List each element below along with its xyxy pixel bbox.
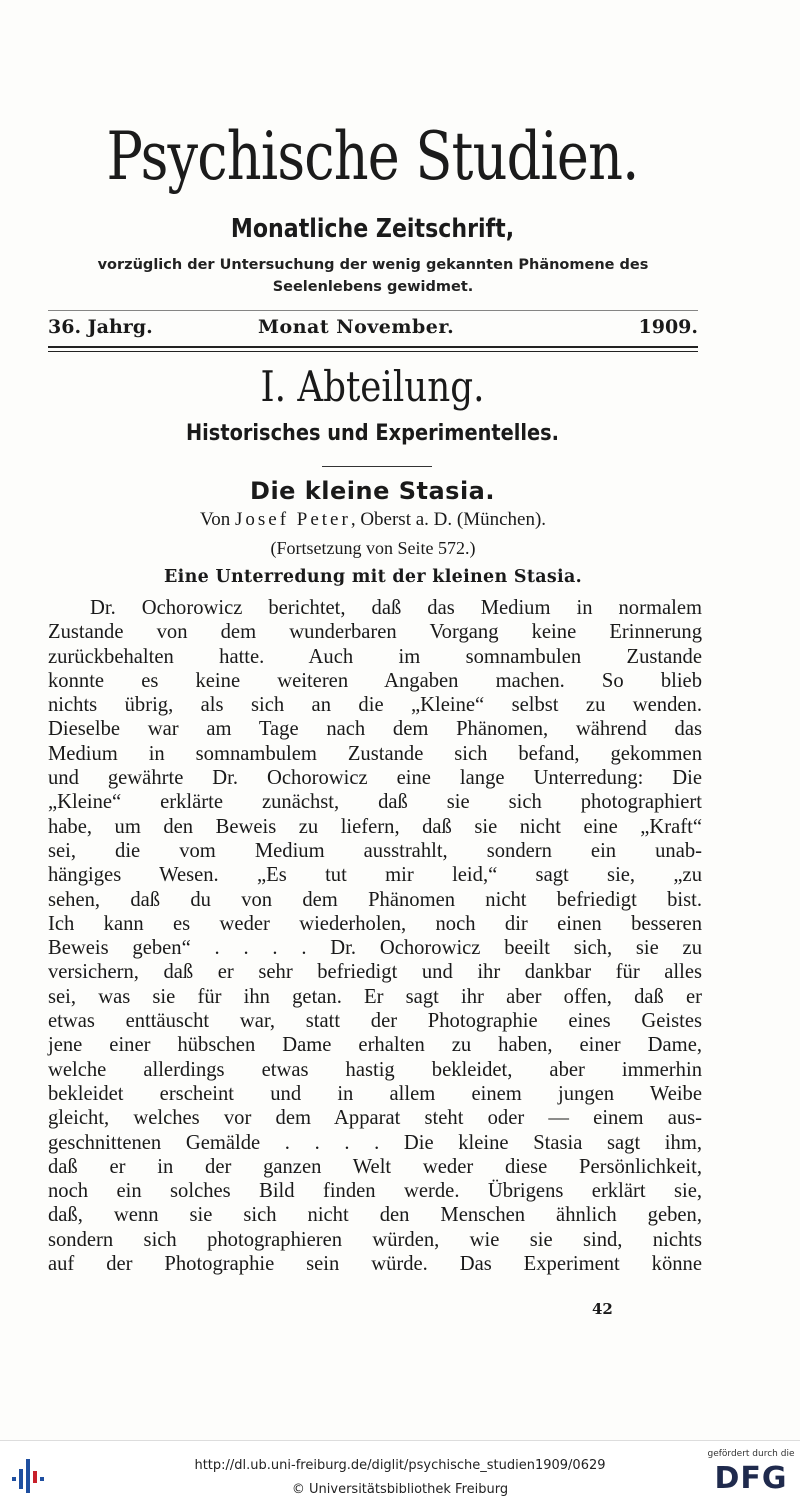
divider: [322, 466, 432, 467]
body-line: bekleidet erscheint und in allem einem jungen Weibe: [48, 1082, 702, 1105]
body-line: auf der Photographie sein würde. Das Experiment könne: [48, 1253, 702, 1276]
body-line: sei, was sie für ihn getan. Er sagt ihr aber offen, daß er: [48, 985, 702, 1008]
continuation-note: (Fortsetzung von Seite 572.): [270, 538, 476, 558]
body-line: hängiges Wesen. „Es tut mir leid,“ sagt sie, „zu: [48, 864, 702, 887]
body-line: versichern, daß er sehr befriedigt und ihr dankbar für alles: [48, 961, 702, 984]
article-byline: [48, 509, 698, 531]
dedication-line: Seelenlebens gewidmet.: [272, 279, 474, 295]
body-line: gleicht, welches vor dem Apparat steht oder — einem aus-: [48, 1107, 702, 1130]
body-line: konnte es keine weiteren Angaben machen. So blieb: [48, 669, 702, 692]
body-line: nichts übrig, als sich an die „Kleine“ selbst zu wenden.: [48, 694, 702, 717]
source-url-link[interactable]: http://dl.ub.uni-freiburg.de/diglit/psychische_studien1909/0629: [194, 1458, 606, 1473]
issue-info-row: [48, 314, 698, 344]
article-title: Die kleine Stasia.: [250, 477, 495, 505]
body-line: Dieselbe war am Tage nach dem Phänomen, während das: [48, 718, 702, 741]
body-line: noch ein solches Bild finden werde. Übrigens erklärt sie,: [48, 1180, 702, 1203]
divider: [48, 351, 698, 352]
dedication-line: vorzüglich der Untersuchung der wenig gekannten Phänomene des: [97, 257, 649, 273]
body-line: Ich kann es weder wiederholen, noch dir einen besseren: [48, 912, 702, 935]
body-line: sehen, daß du von dem Phänomen nicht befriedigt bist.: [48, 888, 702, 911]
body-line: Zustande von dem wunderbaren Vorgang keine Erinnerung: [48, 621, 702, 644]
body-line: habe, um den Beweis zu liefern, daß sie nicht eine „Kraft“: [48, 815, 702, 838]
body-line: geschnittenen Gemälde . . . . Die kleine Stasia sagt ihm,: [48, 1131, 702, 1154]
body-line: Medium in somnambulem Zustande sich befand, gekommen: [48, 742, 702, 765]
journal-title: Psychische Studien.: [106, 118, 639, 195]
body-line: Dr. Ochorowicz berichtet, daß das Medium in normalem: [90, 597, 702, 619]
article-body: [48, 596, 702, 1276]
byline-suffix: , Oberst a. D. (München).: [350, 509, 547, 530]
issue-month: Monat November.: [258, 316, 455, 338]
copyright-notice: © Universitätsbibliothek Freiburg: [291, 1482, 509, 1497]
journal-subtitle: Monatliche Zeitschrift,: [230, 214, 515, 244]
divider: [48, 310, 698, 311]
byline-prefix: Von: [199, 509, 231, 530]
journal-dedication: [48, 254, 698, 298]
body-line: daß er in der ganzen Welt weder diese Persönlichkeit,: [48, 1155, 702, 1178]
body-line: sondern sich photographieren würden, wie sie sind, nichts: [48, 1228, 702, 1251]
body-line: „Kleine“ erklärte zunächst, daß sie sich photographiert: [48, 791, 702, 814]
issue-year: 36. Jahrg.: [48, 316, 153, 338]
section-subtitle: Historisches und Experimentelles.: [185, 421, 560, 446]
viewer-footer: [0, 1440, 800, 1505]
body-line: zurückbehalten hatte. Auch im somnambulen Zustande: [48, 645, 702, 668]
body-line: Beweis geben“ . . . . Dr. Ochorowicz beeilt sich, sie zu: [48, 937, 702, 960]
body-line: sei, die vom Medium ausstrahlt, sondern ein unab-: [48, 839, 702, 862]
body-line: und gewährte Dr. Ochorowicz eine lange Unterredung: Die: [48, 767, 702, 790]
body-line: daß, wenn sie sich nicht den Menschen ähnlich geben,: [48, 1204, 702, 1227]
page-number: 42: [592, 1300, 613, 1318]
body-line: etwas enttäuscht war, statt der Photographie eines Geistes: [48, 1010, 702, 1033]
body-line: welche allerdings etwas hastig bekleidet, aber immerhin: [48, 1058, 702, 1081]
body-line: jene einer hübschen Dame erhalten zu haben, einer Dame,: [48, 1034, 702, 1057]
section-title: I. Abteilung.: [260, 362, 485, 411]
dfg-caption: gefördert durch die: [707, 1449, 795, 1459]
byline-author: Josef Peter: [234, 509, 351, 530]
dfg-logo-icon[interactable]: DFG: [714, 1461, 788, 1496]
issue-date: 1909.: [638, 316, 698, 338]
divider: [48, 346, 698, 348]
article-section-heading: Eine Unterredung mit der kleinen Stasia.: [164, 567, 582, 587]
